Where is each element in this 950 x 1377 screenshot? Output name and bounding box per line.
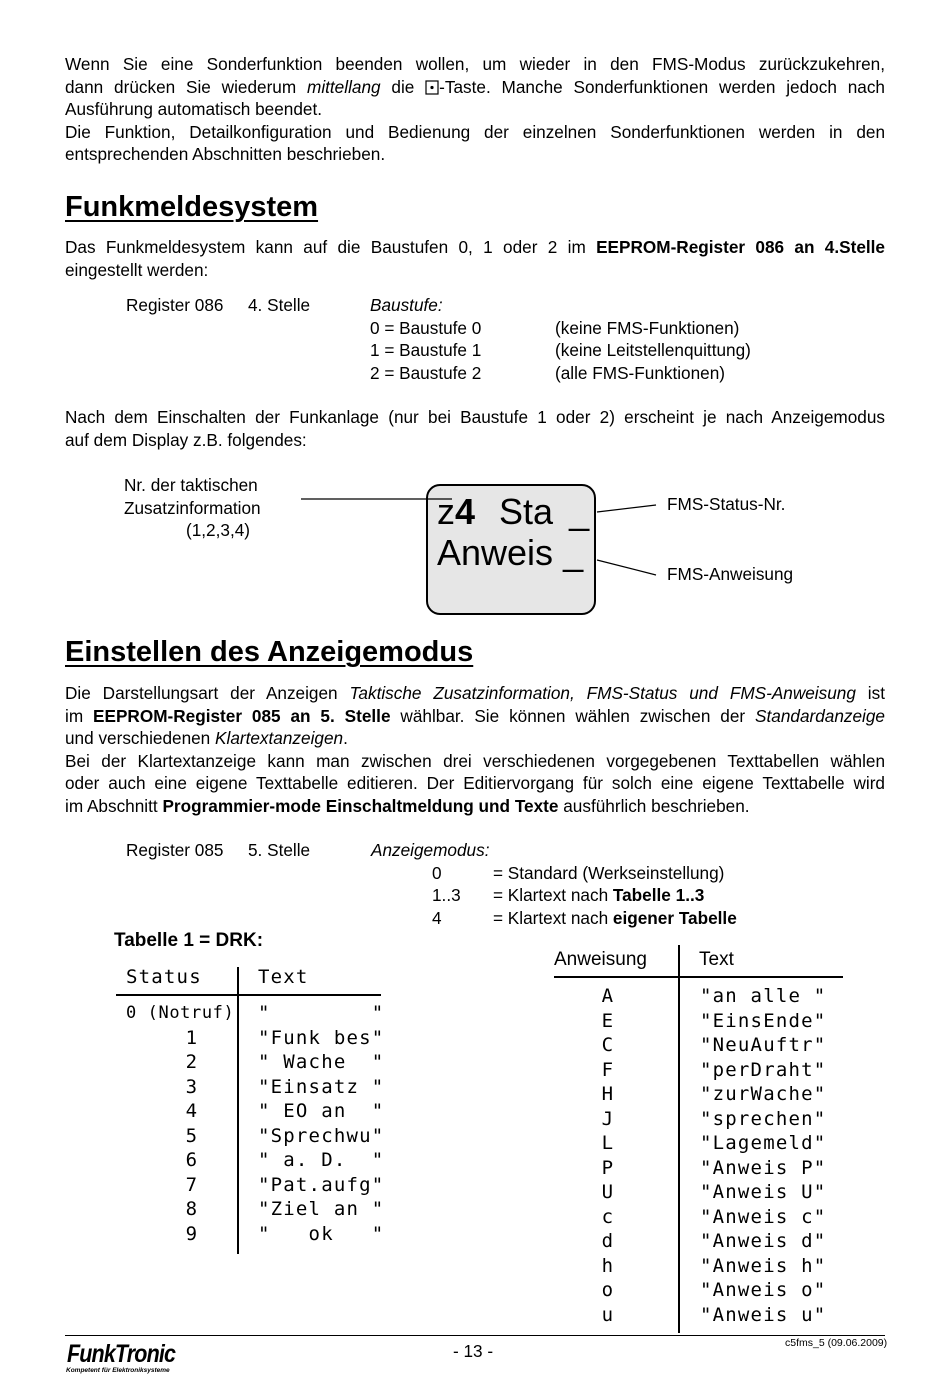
table-cell: "Anweis P" (700, 1156, 827, 1179)
fms-anweisung-label: FMS-Anweisung (667, 564, 794, 584)
intro-line: dann drücken Sie wiederum mittellang die -Taste. Manche Sonderfunktionen werden jedoch nach (65, 76, 885, 97)
table-cell: "an alle " (700, 985, 827, 1007)
intro-line: Wenn Sie eine Sonderfunktion beenden wollen, um wieder in den FMS-Modus zurückzukehren, (65, 54, 885, 74)
table-cell: d (601, 1230, 615, 1252)
anzeigemodus-label: Anzeigemodus: (371, 840, 490, 860)
table-cell: P (601, 1156, 615, 1179)
register-086-position: 4. Stelle (248, 295, 311, 315)
table-cell: "Anweis u" (700, 1303, 827, 1326)
table1-header-status: Status (126, 966, 202, 988)
table2-header-text: Text (699, 949, 734, 970)
anzeigemodus-descriptions: = Standard (Werkseinstellung) = Klartext nach Tabelle 1..3 = Klartext nach eigener Tabelle (493, 862, 737, 928)
table-cell: 1 (185, 1026, 199, 1049)
table1-text-column (258, 1001, 384, 1246)
table2-header-rule (554, 976, 843, 978)
table-cell: A (601, 985, 615, 1007)
table-cell: F (601, 1058, 615, 1081)
table-cell: J (601, 1107, 615, 1130)
table-cell: "sprechen" (700, 1107, 827, 1130)
table2-code-column (598, 984, 618, 1327)
table2-header-anweisung: Anweisung (554, 949, 647, 970)
logo-tagline: Kompetent für Elektroniksysteme (66, 1367, 170, 1374)
table-cell: L (601, 1132, 615, 1154)
section-heading-anzeigemodus: Einstellen des Anzeigemodus (65, 636, 474, 668)
option-value: 2 = Baustufe 2 (370, 362, 482, 383)
table-cell: u (601, 1303, 615, 1326)
table-cell: " " (258, 1002, 385, 1024)
table-cell: " Wache " (258, 1051, 385, 1073)
table1-status-column (126, 1001, 235, 1246)
intro-line: Ausführung automatisch beendet. (65, 99, 323, 120)
document-reference: c5fms_5 (09.06.2009) (785, 1337, 888, 1349)
fms-status-label: FMS-Status-Nr. (667, 494, 786, 514)
table-cell: " EO an " (258, 1100, 385, 1122)
table-cell: " ok " (258, 1222, 385, 1245)
intro-line: entsprechenden Abschnitten beschrieben. (65, 144, 386, 165)
table-cell: "EinsEnde" (700, 1009, 827, 1032)
intro-line: Die Funktion, Detailkonfiguration und Bedienung der einzelnen Sonderfunktionen werden in den (65, 121, 885, 142)
option-value: 0 = Baustufe 0 (370, 317, 482, 338)
option-value: 1 = Baustufe 1 (370, 340, 482, 361)
table-cell: "Anweis U" (700, 1181, 827, 1203)
table1-title: Tabelle 1 = DRK: (114, 930, 264, 951)
table-cell: 6 (185, 1149, 199, 1171)
option-desc: (alle FMS-Funktionen) (555, 362, 726, 383)
baustufe-label: Baustufe: (370, 295, 443, 315)
section2-paragraph: Die Darstellungsart der Anzeigen Taktische Zusatzinformation, FMS-Status und FMS-Anweisung ist im EEPROM-Register 085 an 5. Stelle wählbar. Sie können wählen zwischen der Standardanzeige und verschiedenen Klartextanzeigen. Bei der Klartextanzeige kann man zwischen drei verschiedenen vorgegebenen Texttabellen wählen oder auch eine eigene Texttabelle editieren. Der Editiervorgang für solch eine eigene Texttabelle wird im Abschnitt Programmier-mode Einschaltmeldung und Texte ausführlich beschrieben. (65, 683, 885, 816)
table-cell: H (601, 1083, 615, 1105)
table1-header-rule (116, 994, 381, 996)
table-cell: 7 (185, 1173, 199, 1196)
table-cell: "Sprechwu" (258, 1124, 385, 1147)
table-cell: "Ziel an " (258, 1198, 385, 1220)
table2-text-column (700, 984, 826, 1327)
table-cell: o (601, 1279, 615, 1301)
display-left-label: Nr. der taktischen Zusatzinformation (1,2,3,4) (124, 475, 261, 541)
footer-rule (65, 1335, 885, 1336)
table-cell: 5 (185, 1124, 199, 1147)
table-cell: "zurWache" (700, 1083, 827, 1105)
table-cell: 3 (185, 1075, 199, 1098)
lcd-row-1: z4 Sta _ (437, 491, 590, 532)
page-number: - 13 - (453, 1341, 494, 1361)
table-cell: "perDraht" (700, 1058, 827, 1081)
lcd-row-2: Anweis _ (437, 532, 584, 573)
table-cell: 9 (185, 1222, 199, 1245)
table-cell: U (601, 1181, 615, 1203)
table-cell: "Einsatz " (258, 1075, 385, 1098)
section-heading-funkmeldesystem: Funkmeldesystem (65, 191, 319, 223)
register-085: Register 085 (126, 840, 224, 860)
table-cell: C (601, 1034, 615, 1056)
table-cell: "Anweis d" (700, 1230, 827, 1252)
table1-column-rule (237, 967, 239, 1254)
table-cell: 8 (185, 1198, 199, 1220)
register-086: Register 086 (126, 295, 224, 315)
table-cell: 4 (185, 1100, 199, 1122)
table-cell: E (601, 1009, 615, 1032)
table-cell: 0 (Notruf) (126, 1003, 235, 1023)
table-cell: "Anweis c" (700, 1205, 827, 1228)
option-desc: (keine Leitstellenquittung) (555, 340, 751, 361)
table2-column-rule (678, 945, 680, 1333)
table-cell: "Pat.aufg" (258, 1173, 385, 1196)
section1-after-paragraph: Nach dem Einschalten der Funkanlage (nur bei Baustufe 1 oder 2) erscheint je nach Anzeigemodus auf dem Display z.B. folgendes: (65, 407, 885, 450)
table-cell: "NeuAuftr" (700, 1034, 827, 1056)
option-desc: (keine FMS-Funktionen) (555, 317, 740, 338)
table1-header-text: Text (258, 966, 309, 988)
funktronic-logo: FunkTronic (67, 1340, 176, 1368)
table-cell: "Anweis h" (700, 1254, 827, 1277)
table-cell: "Lagemeld" (700, 1132, 827, 1154)
register-085-position: 5. Stelle (248, 840, 311, 860)
table-cell: 2 (185, 1051, 199, 1073)
table-cell: " a. D. " (258, 1149, 385, 1171)
table-cell: c (601, 1205, 615, 1228)
table-cell: "Anweis o" (700, 1279, 827, 1301)
anzeigemodus-values: 0 1..3 4 (432, 862, 461, 928)
table-cell: "Funk bes" (258, 1026, 385, 1049)
section1-paragraph: Das Funkmeldesystem kann auf die Baustufen 0, 1 oder 2 im EEPROM-Register 086 an 4.Stelle eingestellt werden: (65, 237, 885, 280)
table-cell: h (601, 1254, 615, 1277)
